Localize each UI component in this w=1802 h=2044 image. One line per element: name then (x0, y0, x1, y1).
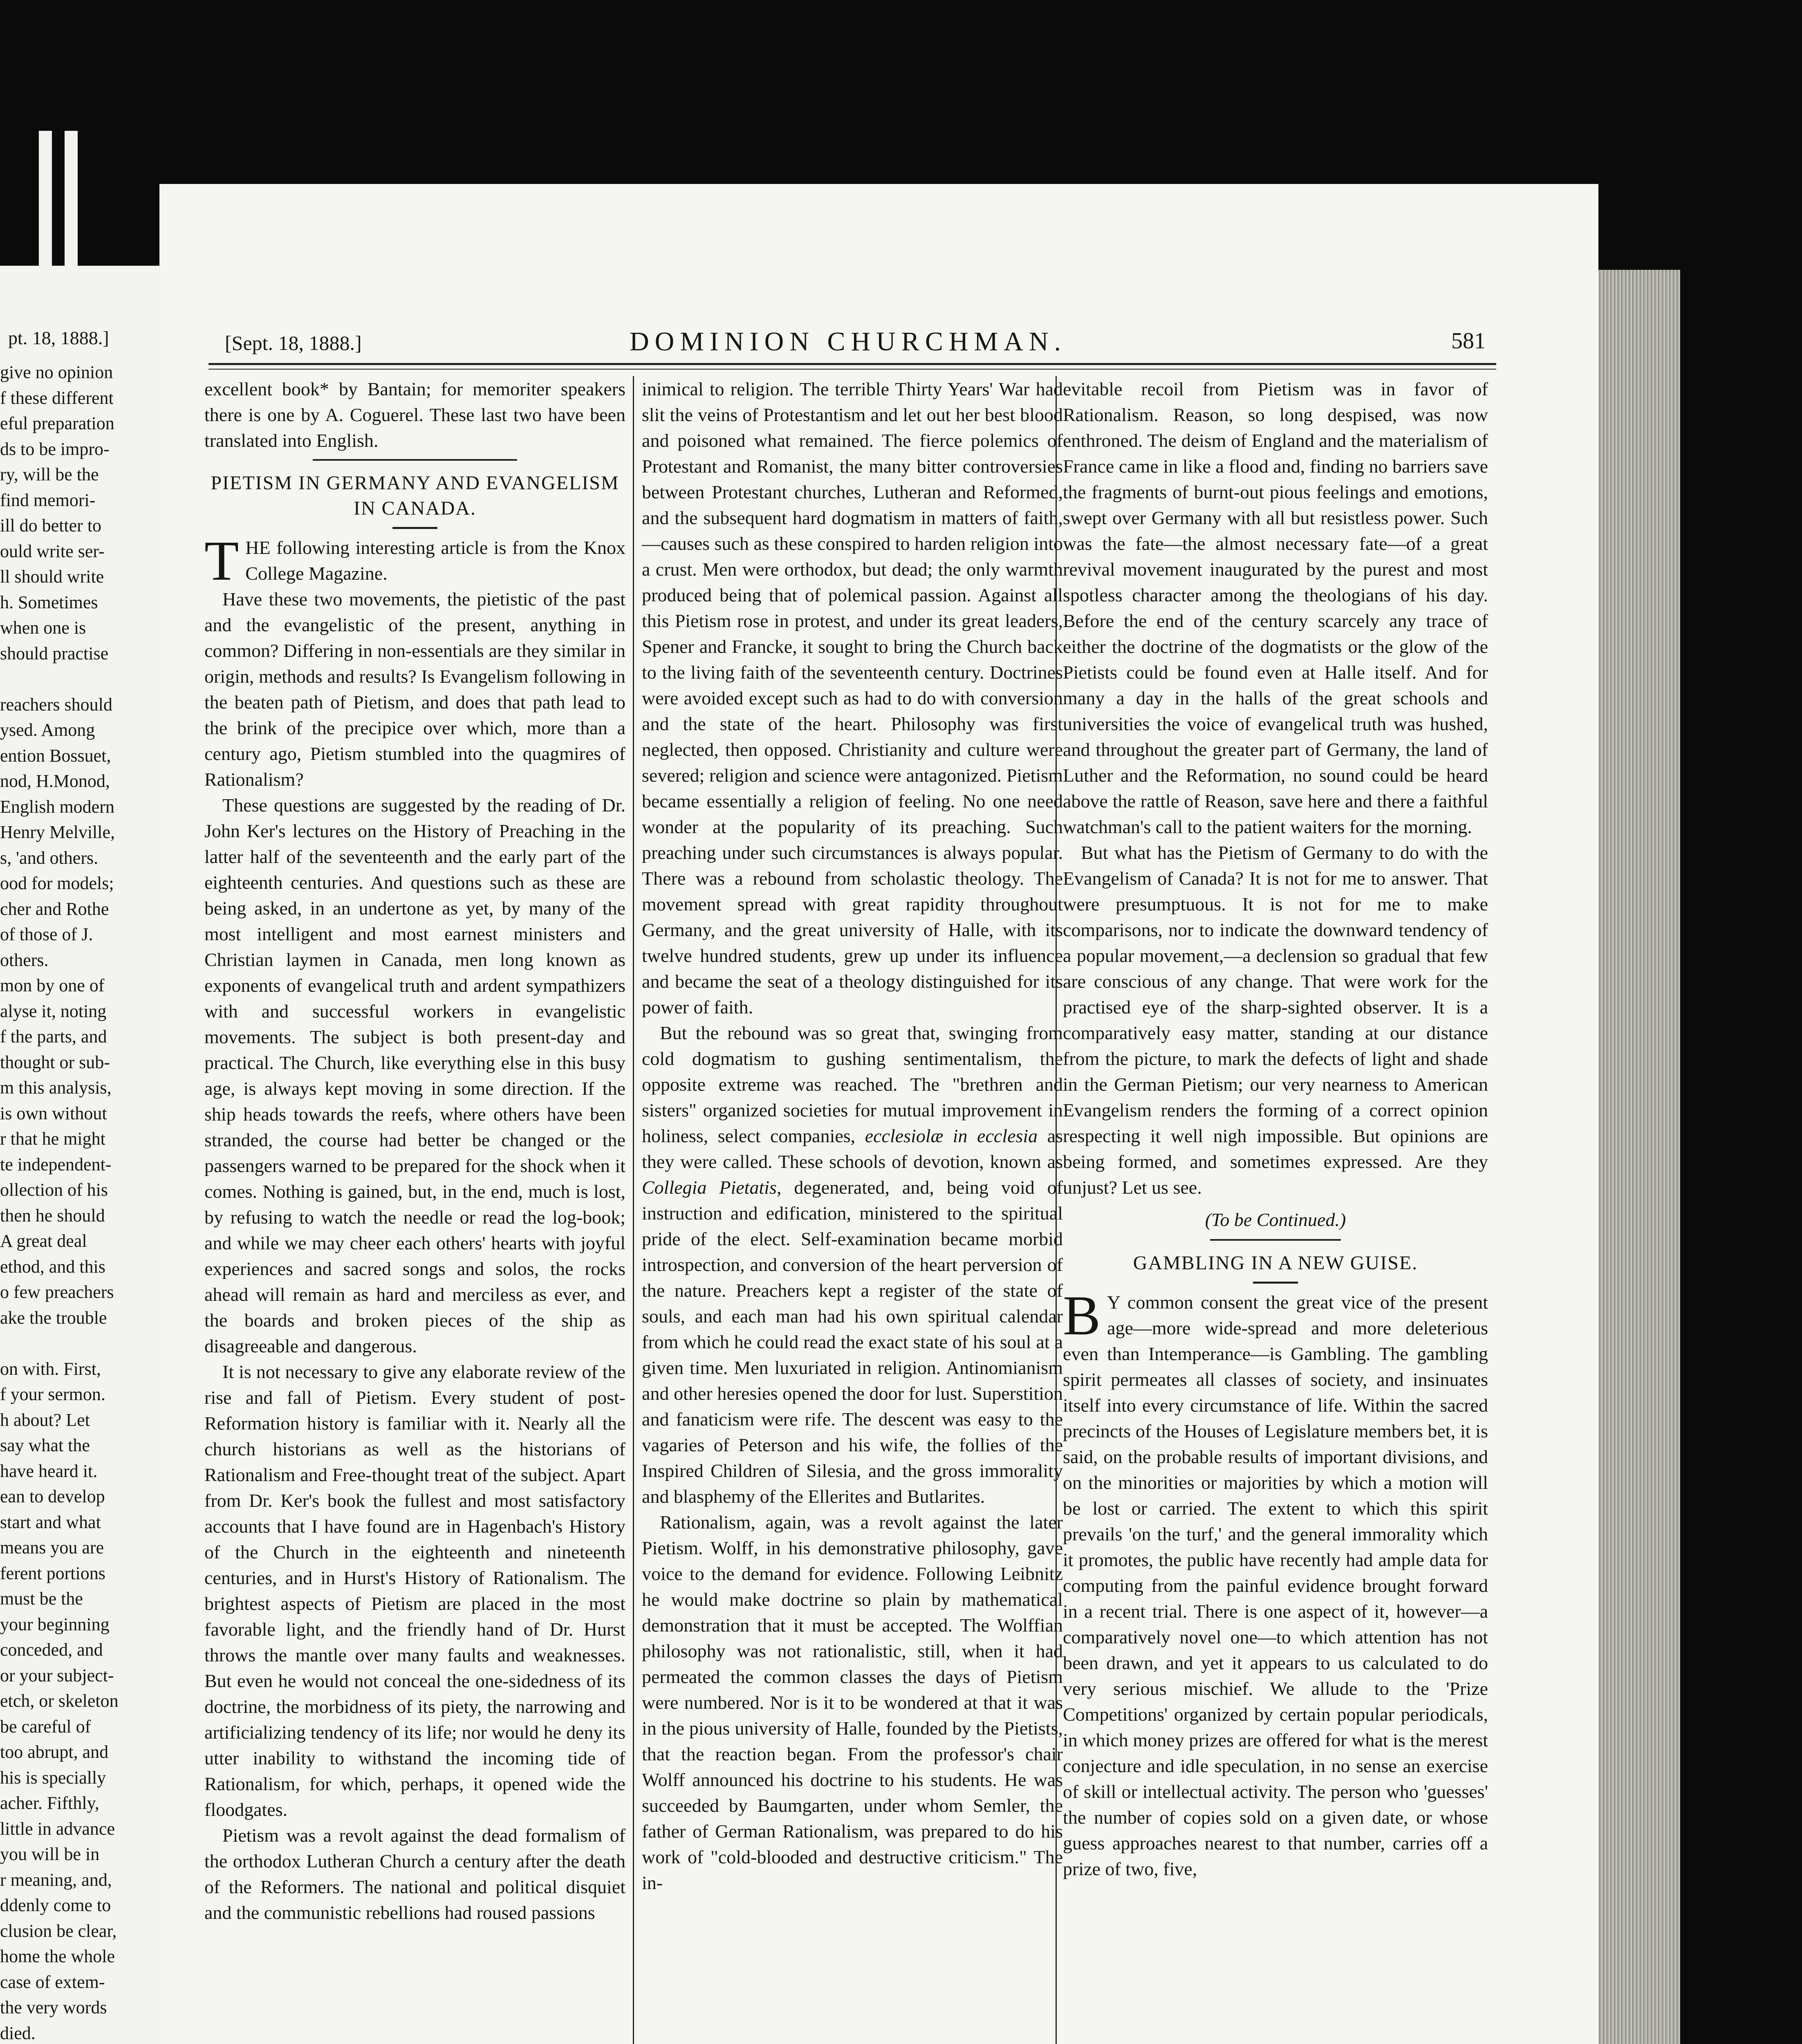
left-page-line: ould write ser- (0, 541, 105, 561)
left-page-line: died. (0, 2023, 36, 2043)
latin-phrase: ecclesiolæ in ecclesia (865, 1125, 1038, 1146)
left-page-line: or your subject- (0, 1665, 114, 1685)
article-title-pietism: PIETISM IN GERMANY AND EVANGELISM IN CANADA. (211, 472, 619, 519)
title-rule (392, 527, 437, 529)
left-page-line: ddenly come to (0, 1895, 111, 1915)
page-edges (1586, 270, 1680, 2044)
opening-text: Y common consent the great vice of the present age—more wide-spread and more deleterious even than Intemperance—is Gambling. The gambling spirit permeates all classes of society, and insinuates itself into every circumstance of life. Within the sacred precincts of the Houses of Legislature members bet, it is said, on the probable results of important divisions, and on the minorities or majorities by which a motion will be lost or carried. The extent to which this spirit prevails 'on the turf,' and the general immorality which it promotes, the public have recently had ample data for computing from the painful evidence brought forward in a recent trial. There is one aspect of it, however—a comparatively novel one—to which attention has not been drawn, and yet it appears to us calculated to do very serious mischief. We allude to the 'Prize Competitions' organized by certain popular periodicals, in which money prizes are offered for what is the merest conjecture and idle speculation, in no sense an exercise of skill or intellectual activity. The person who 'guesses' the number of copies sold on a given date, or whose guess approaches nearest to that number, carries off a prize of two, five, (1063, 1292, 1488, 1879)
left-page-line: ood for models; (0, 873, 114, 893)
left-page-line: of those of J. (0, 924, 93, 944)
section-separator (313, 459, 517, 461)
left-page-line: eful preparation (0, 413, 114, 433)
left-page-line: conceded, and (0, 1640, 103, 1660)
left-page-line (0, 1331, 160, 1356)
left-page-line: etch, or skeleton (0, 1691, 119, 1711)
paragraph: Pietism was a revolt against the dead formalism of the orthodox Lutheran Church a century after the death of the Reformers. The national and political disquiet and the communistic rebellions had roused passions (204, 1825, 625, 1923)
left-page-line: te independent- (0, 1154, 112, 1174)
left-page-line: r meaning, and, (0, 1869, 112, 1890)
left-page (0, 266, 169, 2044)
film-bar-top-2 (65, 131, 78, 278)
article-opening (1063, 1284, 1488, 1882)
header-rule-2 (208, 369, 1496, 370)
left-page-line: Henry Melville, (0, 822, 115, 842)
paragraph: inimical to religion. The terrible Thirty Years' War had slit the veins of Protestantism and let out her best blood and poisoned what remained. The fierce polemics of Protestant and Romanist, the many bitter controversies between Protestant churches, Lutheran and Reformed, and the subsequent hard dogmatism in matters of faith,—causes such as these conspired to harden religion into a crust. Men were orthodox, but dead; the only warmth produced being that of polemical passion. Against all this Pietism rose in protest, and under its great leaders, Spener and Francke, it sought to bring the Church back to the living faith of the seventeenth century. Doctrines were avoided except such as had to do with conversion and the state of the heart. Philosophy was first neglected, then opposed. Christianity and culture were severed; religion and science were antagonized. Pietism became essentially a religion of feeling. No one need wonder at the popularity of its preaching. Such preaching under such circumstances is always popular. There was a rebound from scholastic theology. The movement spread with great rapidity throughout Germany, and the great university of Halle, with its twelve hundred students, grew up under its influence and became the seat of a theology distinguished for its power of faith. (642, 379, 1063, 1018)
latin-phrase: Collegia Pietatis (642, 1177, 777, 1198)
section-separator (1210, 1239, 1341, 1241)
left-page-line: ll should write (0, 567, 104, 587)
left-page-line: reachers should (0, 694, 112, 715)
left-page-line: your beginning (0, 1614, 110, 1634)
film-bar-top-1 (39, 131, 52, 278)
left-page-line: should practise (0, 643, 109, 663)
left-page-line: you will be in (0, 1844, 100, 1864)
left-page-line: give no opinion (0, 362, 113, 382)
left-page-line: s, 'and others. (0, 847, 99, 868)
paragraph-sentimentalism (642, 1020, 1063, 1509)
left-page-line: h about? Let (0, 1410, 90, 1430)
left-page-line: when one is (0, 618, 86, 638)
left-page-line: have heard it. (0, 1461, 98, 1481)
left-page-line: ollection of his (0, 1180, 108, 1200)
left-page-line: ysed. Among (0, 720, 95, 740)
paragraph: Rationalism, again, was a revolt against the later Pietism. Wolff, in his demonstrative philosophy, gave voice to the demand for evidence. Following Leibnitz he would make doctrine so plain by mathematical demonstration that it must be accepted. The Wolffian philosophy was not rationalistic, still, when it had permeated the common classes the days of Pietism were numbered. Nor is it to be wondered at that it was in the pious university of Halle, founded by the Pietists, that the reaction began. From the professor's chair Wolff announced his doctrine to his students. He was succeeded by Baumgarten, under whom Semler, the father of German Rationalism, was prepared to do his work of "cold-blooded and destructive criticism." The in- (642, 1512, 1063, 1893)
column-divider-1 (633, 376, 634, 2044)
left-page-line: f the parts, and (0, 1026, 107, 1047)
left-page-line: acher. Fifthly, (0, 1793, 99, 1813)
left-page-line: A great deal (0, 1231, 87, 1251)
paragraph: evitable recoil from Pietism was in favor of Rationalism. Reason, so long despised, was now enthroned. The deism of England and the materialism of France came in like a flood and, finding no barriers save the fragments of burnt-out pious feelings and emotions, swept over Germany with all but resistless power. Such was the fate—the almost necessary fate—of a great revival movement inaugurated by the purest and most spotless character among the theologians of his day. Before the end of the century scarcely any trace of either the doctrine of the dogmatists or the glow of the Pietists could be found even at Halle itself. And for many a day in the halls of the great schools and universities the voice of evangelical truth was hushed, and throughout the greater part of Germany, the land of Luther and the Reformation, no sound could be heard above the rattle of Reason, save here and there a faithful watchman's call to the patient waiters for the morning. (1063, 379, 1488, 837)
left-page-line: h. Sometimes (0, 592, 98, 612)
title-rule (1253, 1282, 1298, 1284)
left-page-line: ean to develop (0, 1486, 105, 1506)
left-page-line: home the whole (0, 1946, 115, 1966)
left-page-line: cher and Rothe (0, 899, 109, 919)
left-page-line: alyse it, noting (0, 1001, 107, 1021)
left-page-line: then he should (0, 1205, 105, 1226)
left-page-line: ferent portions (0, 1563, 105, 1583)
left-page-line: on with. First, (0, 1358, 101, 1379)
left-page-line: little in advance (0, 1818, 115, 1839)
left-page-line: f your sermon. (0, 1384, 105, 1404)
left-page-line: ill do better to (0, 515, 102, 536)
text-run: as they were called. These schools of devotion, known as (642, 1125, 1063, 1172)
paragraph: It is not necessary to give any elaborate review of the rise and fall of Pietism. Every student of post-Reformation history is familiar with it. Nearly all the church historians as well as the historians of Rationalism and Free-thought treat of the subject. Apart from Dr. Ker's book the fullest and most satisfactory accounts that I have found are in Hagenbach's History of the Church in the eighteenth and nineteenth centuries, and in Hurst's History of Rationalism. The brightest aspects of Pietism are placed in the most favorable light, and the friendly hand of Dr. Hurst throws the mantle over many faults and weaknesses. But even he would not conceal the one-sidedness of its doctrine, the morbidness of its piety, the narrowing and artificializing tendency of its life; nor would he deny its utter inability to withstand the incoming tide of Rationalism, for which, perhaps, it opened wide the floodgates. (204, 1361, 625, 1820)
left-page-line: thought or sub- (0, 1052, 110, 1072)
text-run: But the rebound was so great that, swinging from cold dogmatism to gushing sentimentalism, the opposite extreme was reached. The "brethren and sisters" organized societies for mutual improvement in holiness, select companies, (642, 1022, 1063, 1146)
masthead-title: DOMINION CHURCHMAN. (630, 327, 1067, 356)
left-page-line (0, 666, 160, 692)
left-page-line: too abrupt, and (0, 1742, 109, 1762)
left-page-line: ry, will be the (0, 464, 99, 484)
left-page-line: is own without (0, 1103, 107, 1123)
page-number: 581 (1451, 328, 1486, 354)
left-page-line: say what the (0, 1435, 90, 1455)
dropcap-t: T (204, 529, 239, 592)
left-page-line: the very words (0, 1997, 107, 2017)
header-date: [Sept. 18, 1888.] (225, 332, 362, 354)
text-run: , degenerated, and, being void of instruction and edification, ministered to the spiritual pride of the elect. Self-examination became morbid introspection, and conversion of the heart perversion of the nature. Preachers kept a register of the state of souls, and each man had his own spiritual calendar from which he could read the exact state of his soul at a given time. Men luxuriated in religion. Antinomianism and other heresies opened the door for lust. Superstition and fanaticism were rife. The descent was easy to the vagaries of Peterson and his wife, the follies of the Inspired Children of Silesia, and the gross immorality and blasphemy of the Ellerites and Butlarites. (642, 1177, 1063, 1507)
left-page-line: be careful of (0, 1716, 91, 1737)
left-page-line: o few preachers (0, 1282, 114, 1302)
left-page-line: find memori- (0, 490, 96, 510)
column-2 (642, 376, 1063, 1896)
header-rule-1 (208, 363, 1496, 365)
left-page-line: ethod, and this (0, 1256, 105, 1277)
article-title-gambling: GAMBLING IN A NEW GUISE. (1133, 1252, 1418, 1274)
left-page-line: his is specially (0, 1767, 106, 1788)
article-opening (204, 529, 625, 592)
left-page-line: means you are (0, 1537, 104, 1558)
left-page-line: ds to be impro- (0, 439, 110, 459)
left-page-line: clusion be clear, (0, 1921, 117, 1941)
left-page-text (0, 360, 160, 2044)
intro-paragraph: excellent book* by Bantain; for memoriter speakers there is one by A. Coguerel. These last two have been translated into English. (204, 379, 625, 451)
left-page-line: case of extem- (0, 1972, 105, 1992)
main-page (159, 184, 1598, 2044)
paragraph: These questions are suggested by the reading of Dr. John Ker's lectures on the History of Preaching in the latter half of the seventeenth and the early part of the eighteenth centuries. And questions such as these are being asked, in an undertone as yet, by many of the most intelligent and most earnest ministers and Christian laymen in Canada, men long known as exponents of evangelical truth and ardent sympathizers with and successful workers in evangelistic movements. The subject is both present-day and practical. The Church, like everything else in this busy age, is always kept moving in some direction. If the ship heads towards the reefs, where others have been stranded, the course had better be changed or the passengers warned to be prepared for the shock when it comes. Nothing is gained, but, in the end, much is lost, by refusing to watch the needle or read the log-book; and while we may cheer each others' hearts with joyful experiences and sacred songs and solos, the rocks ahead will remain as hard and merciless as ever, and the boards and broken pieces of the ship as disagreeable and dangerous. (204, 795, 625, 1356)
column-3 (1063, 376, 1488, 1882)
to-be-continued: (To be Continued.) (1205, 1209, 1346, 1230)
dropcap-b: B (1063, 1284, 1101, 1347)
left-page-line: English modern (0, 796, 114, 817)
left-page-line: f these different (0, 388, 114, 408)
left-page-line: r that he might (0, 1129, 105, 1149)
left-page-header: pt. 18, 1888.] (8, 327, 109, 348)
column-1 (204, 376, 625, 1925)
left-page-line: others. (0, 950, 49, 970)
paragraph: Have these two movements, the pietistic of the past and the evangelistic of the present, anything in common? Differing in non-essentials are they similar in origin, methods and results? Is Evangelism following in the beaten path of Pietism, and does that path lead to the brink of the precipice over which, more than a century ago, Pietism stumbled into the quagmires of Rationalism? (204, 589, 625, 790)
left-page-line: mon by one of (0, 975, 105, 995)
left-page-line: ention Bossuet, (0, 745, 111, 766)
paragraph: But what has the Pietism of Germany to do with the Evangelism of Canada? It is not for me to answer. That were presumptuous. It is not for me to make comparisons, nor to indicate the downward tendency of a popular movement,—a declension so gradual that few are conscious of any change. That were work for the practised eye of the sharp-sighted observer. It is a comparatively easy matter, standing at our distance from the picture, to mark the defects of light and shade in the German Pietism; our very nearness to American Evangelism renders the forming of a correct opinion respecting it well nigh impossible. But opinions are being formed, and sometimes expressed. Are they unjust? Let us see. (1063, 842, 1488, 1198)
left-page-line: must be the (0, 1589, 83, 1609)
left-page-line: start and what (0, 1512, 101, 1532)
left-page-line: ake the trouble (0, 1307, 107, 1328)
left-page-line: nod, H.Monod, (0, 771, 110, 791)
opening-text: HE following interesting article is from the Knox College Magazine. (245, 537, 625, 584)
left-page-line: m this analysis, (0, 1078, 112, 1098)
